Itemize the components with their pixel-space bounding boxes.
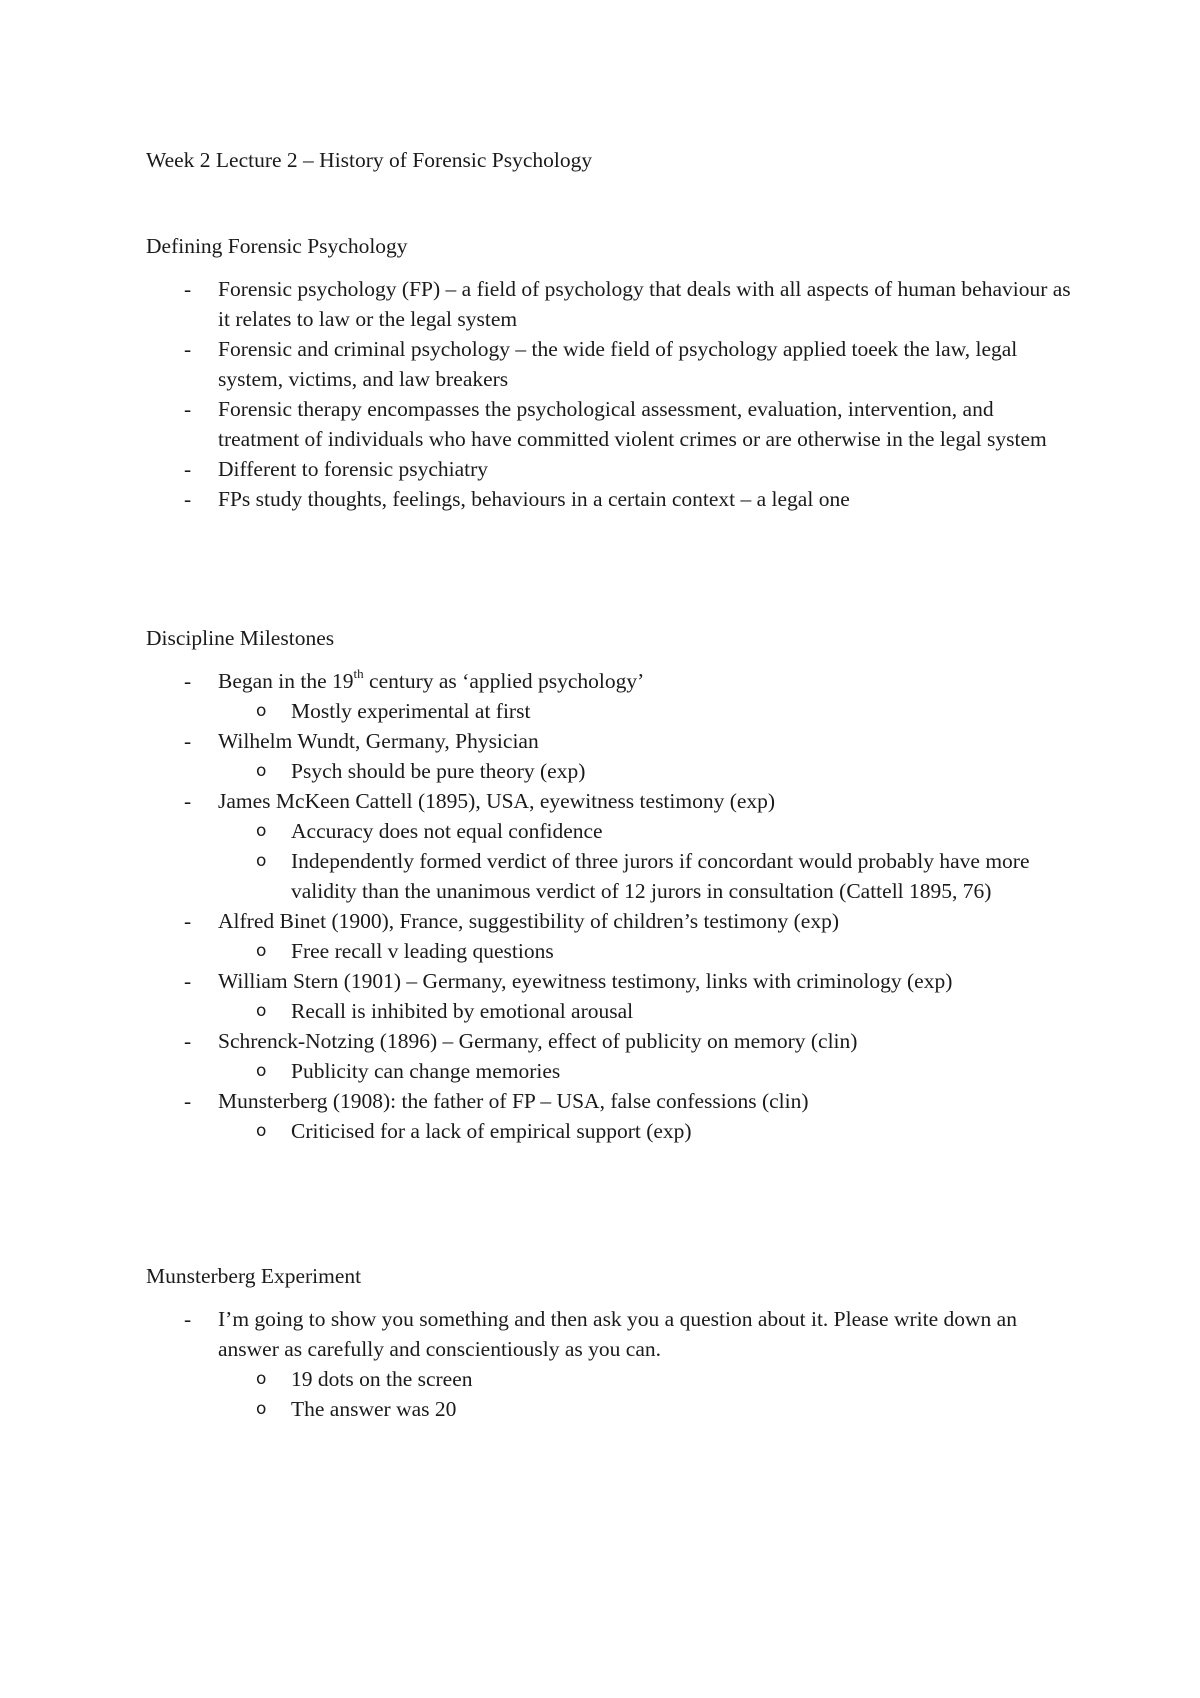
circle-bullet-marker: o xyxy=(256,1369,267,1389)
sub-bullet-item xyxy=(218,936,1076,966)
bullet-text-pre: Began in the 19 xyxy=(218,669,354,693)
bullet-text: James McKeen Cattell (1895), USA, eyewitness testimony (exp) xyxy=(218,789,776,813)
circle-bullet-marker: o xyxy=(256,1121,267,1141)
sub-bullet-text: Accuracy does not equal confidence xyxy=(291,819,603,843)
section-heading: Munsterberg Experiment xyxy=(146,1264,362,1288)
sub-bullet-text: Recall is inhibited by emotional arousal xyxy=(291,999,634,1023)
dash-bullet-marker: - xyxy=(184,909,192,933)
bullet-text-post: century as ‘applied psychology’ xyxy=(363,669,645,693)
sub-bullet-text: Criticised for a lack of empirical support (exp) xyxy=(291,1119,692,1143)
sub-bullet-text: Free recall v leading questions xyxy=(291,939,554,963)
sub-bullet-list xyxy=(218,1364,1076,1424)
section-heading: Defining Forensic Psychology xyxy=(146,234,408,258)
bullet-item xyxy=(146,1026,1076,1086)
dash-bullet-marker: - xyxy=(184,729,192,753)
sub-bullet-item xyxy=(218,696,1076,726)
sub-bullet-item xyxy=(218,846,1076,906)
circle-bullet-marker: o xyxy=(256,1061,267,1081)
sub-bullet-item xyxy=(218,1116,1076,1146)
bullet-item xyxy=(146,966,1076,1026)
sub-bullet-item xyxy=(218,1394,1076,1424)
circle-bullet-marker: o xyxy=(256,701,267,721)
sub-bullet-text: Psych should be pure theory (exp) xyxy=(291,759,586,783)
section-discipline-milestones xyxy=(146,623,1076,1146)
bullet-item xyxy=(146,1304,1076,1424)
bullet-item xyxy=(146,786,1076,906)
bullet-item xyxy=(146,1086,1076,1146)
dash-bullet-marker: - xyxy=(184,277,192,301)
bullet-item xyxy=(146,394,1076,454)
bullet-text: Schrenck-Notzing (1896) – Germany, effect of publicity on memory (clin) xyxy=(218,1029,858,1053)
section-heading: Discipline Milestones xyxy=(146,626,335,650)
sub-bullet-item xyxy=(218,996,1076,1026)
bullet-text: I’m going to show you something and then ask you a question about it. Please write down an answer as carefully and conscientiously as you can. xyxy=(218,1307,1017,1361)
circle-bullet-marker: o xyxy=(256,1001,267,1021)
sub-bullet-item xyxy=(218,1056,1076,1086)
sub-bullet-list xyxy=(218,996,1076,1026)
dash-bullet-marker: - xyxy=(184,1029,192,1053)
sub-bullet-text: Publicity can change memories xyxy=(291,1059,561,1083)
dash-bullet-marker: - xyxy=(184,669,192,693)
dash-bullet-marker: - xyxy=(184,969,192,993)
bullet-item xyxy=(146,484,1076,514)
bullet-item xyxy=(146,666,1076,726)
dash-bullet-marker: - xyxy=(184,397,192,421)
sub-bullet-text: The answer was 20 xyxy=(291,1397,457,1421)
bullet-text: FPs study thoughts, feelings, behaviours in a certain context – a legal one xyxy=(218,487,850,511)
section-munsterberg-experiment xyxy=(146,1261,1076,1424)
sub-bullet-text: 19 dots on the screen xyxy=(291,1367,473,1391)
bullet-item xyxy=(146,334,1076,394)
bullet-text: Munsterberg (1908): the father of FP – USA, false confessions (clin) xyxy=(218,1089,809,1113)
circle-bullet-marker: o xyxy=(256,1399,267,1419)
superscript-ordinal: th xyxy=(353,665,364,681)
bullet-list xyxy=(146,666,1076,1146)
sub-bullet-list xyxy=(218,756,1076,786)
dash-bullet-marker: - xyxy=(184,789,192,813)
sub-bullet-list xyxy=(218,816,1076,906)
circle-bullet-marker: o xyxy=(256,821,267,841)
sub-bullet-item xyxy=(218,756,1076,786)
bullet-item xyxy=(146,726,1076,786)
dash-bullet-marker: - xyxy=(184,337,192,361)
dash-bullet-marker: - xyxy=(184,1307,192,1331)
bullet-list xyxy=(146,274,1076,514)
bullet-text: William Stern (1901) – Germany, eyewitness testimony, links with criminology (exp) xyxy=(218,969,953,993)
bullet-text: Alfred Binet (1900), France, suggestibility of children’s testimony (exp) xyxy=(218,909,839,933)
bullet-text: Forensic psychology (FP) – a field of psychology that deals with all aspects of human behaviour as it relates to law or the legal system xyxy=(218,277,1071,331)
sub-bullet-list xyxy=(218,696,1076,726)
circle-bullet-marker: o xyxy=(256,761,267,781)
section-defining-forensic-psychology xyxy=(146,231,1076,514)
bullet-item xyxy=(146,274,1076,334)
bullet-item xyxy=(146,906,1076,966)
circle-bullet-marker: o xyxy=(256,941,267,961)
sub-bullet-list xyxy=(218,1116,1076,1146)
dash-bullet-marker: - xyxy=(184,487,192,511)
sub-bullet-list xyxy=(218,1056,1076,1086)
sub-bullet-list xyxy=(218,936,1076,966)
dash-bullet-marker: - xyxy=(184,457,192,481)
bullet-text xyxy=(218,665,645,693)
circle-bullet-marker: o xyxy=(256,851,267,871)
sub-bullet-item xyxy=(218,1364,1076,1394)
sub-bullet-text: Independently formed verdict of three jurors if concordant would probably have more validity than the unanimous verdict of 12 jurors in consultation (Cattell 1895, 76) xyxy=(291,849,1030,903)
bullet-text: Forensic and criminal psychology – the wide field of psychology applied toeek the law, legal system, victims, and law breakers xyxy=(218,337,1018,391)
bullet-text: Forensic therapy encompasses the psychological assessment, evaluation, intervention, and treatment of individuals who have committed violent crimes or are otherwise in the legal system xyxy=(218,397,1047,451)
document-title: Week 2 Lecture 2 – History of Forensic Psychology xyxy=(146,148,593,172)
sub-bullet-text: Mostly experimental at first xyxy=(291,699,531,723)
bullet-text: Wilhelm Wundt, Germany, Physician xyxy=(218,729,539,753)
bullet-list xyxy=(146,1304,1076,1424)
bullet-text: Different to forensic psychiatry xyxy=(218,457,489,481)
dash-bullet-marker: - xyxy=(184,1089,192,1113)
sub-bullet-item xyxy=(218,816,1076,846)
bullet-item xyxy=(146,454,1076,484)
